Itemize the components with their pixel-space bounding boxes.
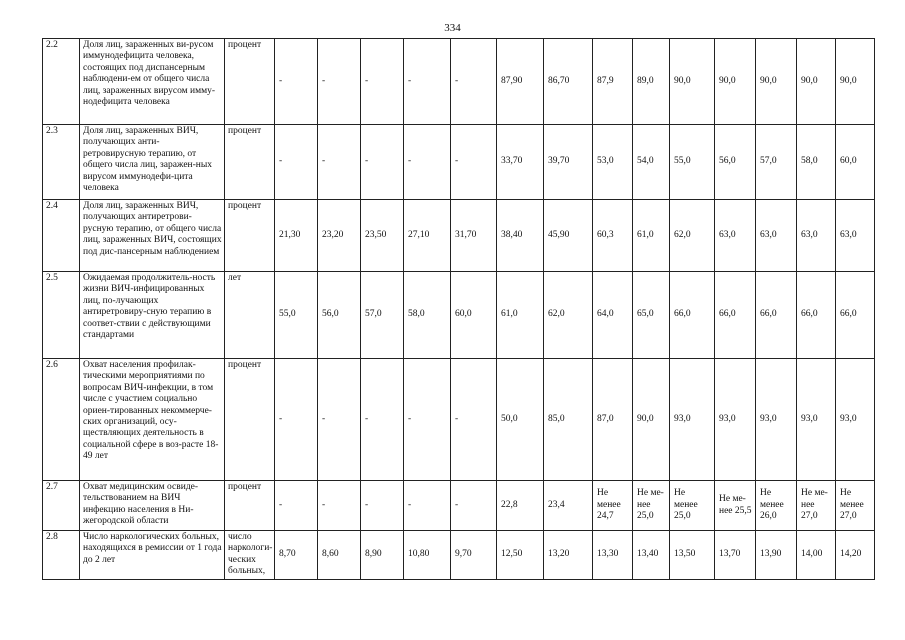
value-cell: 90,0 [633, 359, 670, 481]
value-cell: 21,30 [275, 200, 318, 272]
row-code: 2.8 [43, 531, 80, 580]
value-cell: - [451, 125, 497, 200]
value-cell: 87,90 [497, 39, 544, 125]
value-cell: 38,40 [497, 200, 544, 272]
value-cell: - [275, 125, 318, 200]
table-row [43, 125, 875, 200]
value-cell: 33,70 [497, 125, 544, 200]
value-cell: 61,0 [633, 200, 670, 272]
value-cell: 13,70 [715, 531, 756, 580]
value-cell: Не ме-нее 25,0 [633, 481, 670, 531]
value-cell: 55,0 [670, 125, 715, 200]
value-cell: 61,0 [497, 272, 544, 359]
value-cell: 57,0 [361, 272, 404, 359]
value-cell: - [404, 39, 451, 125]
indicator-name: Ожидаемая продолжитель-ность жизни ВИЧ-инфицированных лиц, по-лучающих антиретровиру-сную терапию в соответ-ствии с действующими стандартами [80, 272, 225, 359]
value-cell: Не ме-нее 27,0 [797, 481, 836, 531]
value-cell: 10,80 [404, 531, 451, 580]
value-cell: 58,0 [404, 272, 451, 359]
value-cell: 13,50 [670, 531, 715, 580]
value-cell: 27,10 [404, 200, 451, 272]
value-cell: Не менее 26,0 [756, 481, 797, 531]
value-cell: - [451, 39, 497, 125]
value-cell: 14,20 [836, 531, 875, 580]
value-cell: 9,70 [451, 531, 497, 580]
value-cell: 90,0 [836, 39, 875, 125]
row-code: 2.3 [43, 125, 80, 200]
indicator-name: Число наркологических больных, находящихся в ремиссии от 1 года до 2 лет [80, 531, 225, 580]
value-cell: - [275, 359, 318, 481]
table-row [43, 481, 875, 531]
value-cell: 55,0 [275, 272, 318, 359]
value-cell: Не менее 25,0 [670, 481, 715, 531]
value-cell: Не ме-нее 25,5 [715, 481, 756, 531]
table-row [43, 39, 875, 125]
indicator-name: Доля лиц, зараженных ви-русом иммунодефицита человека, состоящих под диспансерным наблюдени-ем от общего числа лиц, зараженных вирусом имму-нодефицита человека [80, 39, 225, 125]
value-cell: 60,3 [593, 200, 633, 272]
value-cell: 62,0 [544, 272, 593, 359]
value-cell: 90,0 [670, 39, 715, 125]
value-cell: 45,90 [544, 200, 593, 272]
value-cell: 66,0 [715, 272, 756, 359]
value-cell: 13,20 [544, 531, 593, 580]
value-cell: 56,0 [318, 272, 361, 359]
value-cell: 86,70 [544, 39, 593, 125]
value-cell: 60,0 [836, 125, 875, 200]
unit-of-measure: лет [225, 272, 275, 359]
value-cell: 8,60 [318, 531, 361, 580]
value-cell: 63,0 [756, 200, 797, 272]
value-cell: 93,0 [797, 359, 836, 481]
value-cell: 56,0 [715, 125, 756, 200]
value-cell: 90,0 [756, 39, 797, 125]
value-cell: 93,0 [670, 359, 715, 481]
table-row [43, 531, 875, 580]
value-cell: 53,0 [593, 125, 633, 200]
value-cell: 93,0 [836, 359, 875, 481]
value-cell: 89,0 [633, 39, 670, 125]
unit-of-measure: процент [225, 200, 275, 272]
value-cell: - [318, 359, 361, 481]
table-row [43, 272, 875, 359]
row-code: 2.6 [43, 359, 80, 481]
unit-of-measure: процент [225, 359, 275, 481]
value-cell: Не менее 27,0 [836, 481, 875, 531]
value-cell: - [404, 359, 451, 481]
indicator-name: Охват населения профилак-тическими мероприятиями по вопросам ВИЧ-инфекции, в том числе с участием социально ориен-тированных некоммерче-ских организаций, осу-ществляющих деятельность в социальной сфере в воз-расте 18-49 лет [80, 359, 225, 481]
value-cell: - [451, 359, 497, 481]
value-cell: 66,0 [836, 272, 875, 359]
value-cell: 90,0 [797, 39, 836, 125]
value-cell: 66,0 [797, 272, 836, 359]
value-cell: 87,9 [593, 39, 633, 125]
unit-of-measure: число наркологи-ческих больных, [225, 531, 275, 580]
value-cell: 65,0 [633, 272, 670, 359]
row-code: 2.2 [43, 39, 80, 125]
value-cell: - [318, 481, 361, 531]
value-cell: 13,30 [593, 531, 633, 580]
value-cell: 13,90 [756, 531, 797, 580]
value-cell: 62,0 [670, 200, 715, 272]
value-cell: 87,0 [593, 359, 633, 481]
value-cell: 60,0 [451, 272, 497, 359]
table-row [43, 200, 875, 272]
value-cell: 90,0 [715, 39, 756, 125]
value-cell: 66,0 [756, 272, 797, 359]
value-cell: - [361, 125, 404, 200]
indicator-name: Доля лиц, зараженных ВИЧ, получающих антиретрови-русную терапию, от общего числа лиц, зараженных ВИЧ, состоящих под дис-пансерным наблюдением [80, 200, 225, 272]
row-code: 2.7 [43, 481, 80, 531]
value-cell: 54,0 [633, 125, 670, 200]
value-cell: 93,0 [715, 359, 756, 481]
value-cell: 23,50 [361, 200, 404, 272]
value-cell: 23,20 [318, 200, 361, 272]
value-cell: 13,40 [633, 531, 670, 580]
value-cell: - [318, 39, 361, 125]
value-cell: - [275, 39, 318, 125]
value-cell: 22,8 [497, 481, 544, 531]
indicator-name: Охват медицинским освиде-тельствованием на ВИЧ инфекцию населения в Ни-жегородской области [80, 481, 225, 531]
value-cell: 31,70 [451, 200, 497, 272]
value-cell: 12,50 [497, 531, 544, 580]
value-cell: - [275, 481, 318, 531]
value-cell: 14,00 [797, 531, 836, 580]
value-cell: - [451, 481, 497, 531]
value-cell: 85,0 [544, 359, 593, 481]
value-cell: 39,70 [544, 125, 593, 200]
table-row [43, 359, 875, 481]
unit-of-measure: процент [225, 39, 275, 125]
unit-of-measure: процент [225, 125, 275, 200]
indicators-table [42, 38, 875, 580]
row-code: 2.4 [43, 200, 80, 272]
value-cell: 23,4 [544, 481, 593, 531]
row-code: 2.5 [43, 272, 80, 359]
value-cell: 57,0 [756, 125, 797, 200]
unit-of-measure: процент [225, 481, 275, 531]
value-cell: - [404, 125, 451, 200]
value-cell: 64,0 [593, 272, 633, 359]
value-cell: 66,0 [670, 272, 715, 359]
value-cell: - [361, 481, 404, 531]
value-cell: - [361, 359, 404, 481]
value-cell: Не менее 24,7 [593, 481, 633, 531]
value-cell: - [318, 125, 361, 200]
value-cell: 8,90 [361, 531, 404, 580]
value-cell: - [404, 481, 451, 531]
page-number: 334 [444, 22, 461, 34]
value-cell: - [361, 39, 404, 125]
indicator-name: Доля лиц, зараженных ВИЧ, получающих анти-ретровирусную терапию, от общего числа лиц, заражен-ных вирусом иммунодефи-цита человека [80, 125, 225, 200]
value-cell: 93,0 [756, 359, 797, 481]
value-cell: 63,0 [836, 200, 875, 272]
value-cell: 63,0 [715, 200, 756, 272]
value-cell: 58,0 [797, 125, 836, 200]
value-cell: 63,0 [797, 200, 836, 272]
value-cell: 8,70 [275, 531, 318, 580]
value-cell: 50,0 [497, 359, 544, 481]
